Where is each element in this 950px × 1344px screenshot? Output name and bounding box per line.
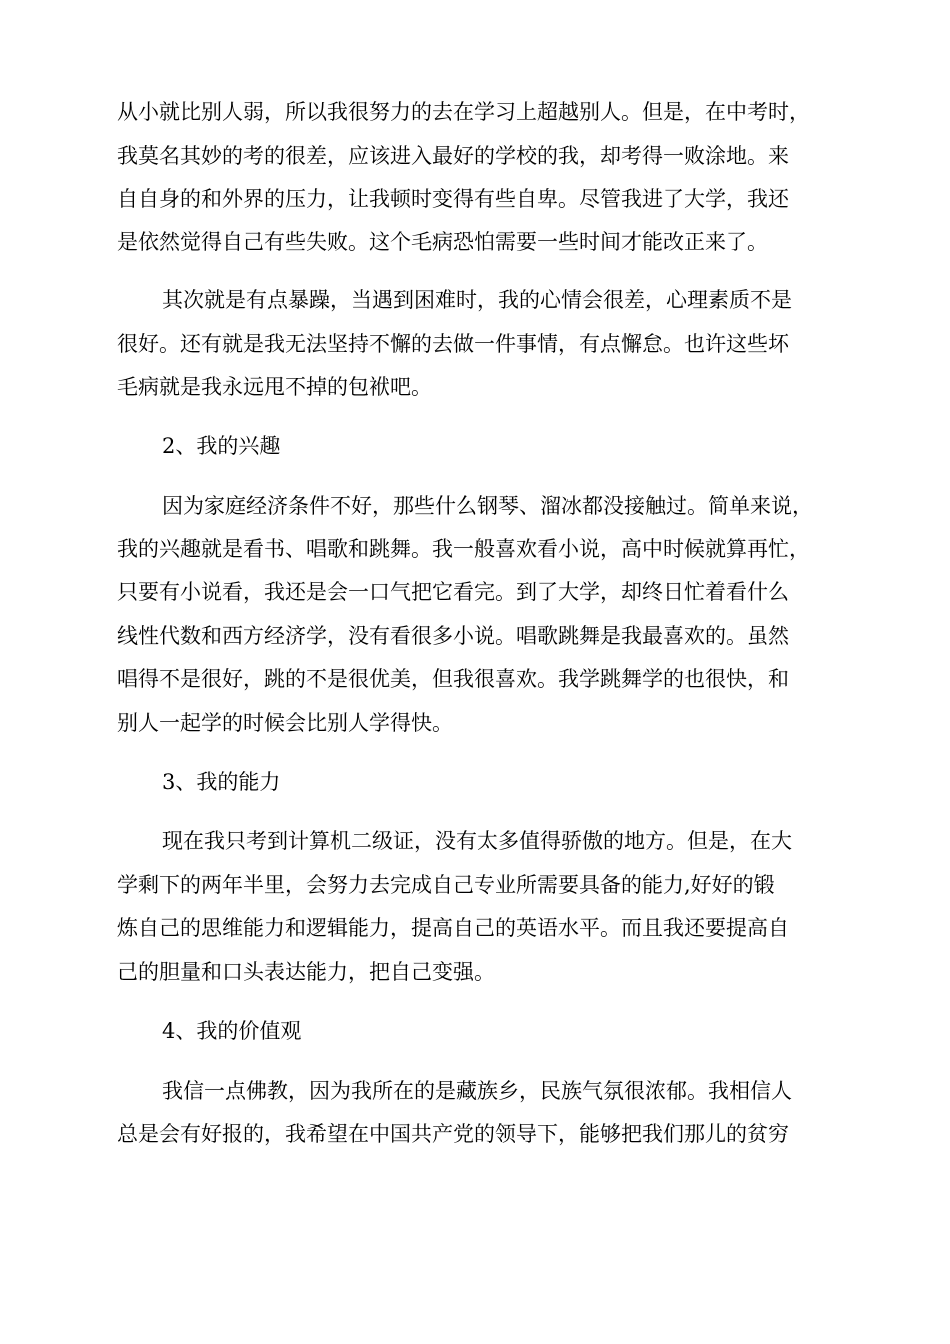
section-heading-ability: 3、我的能力 xyxy=(162,770,281,794)
text-line: 总是会有好报的，我希望在中国共产党的领导下，能够把我们那儿的贫穷 xyxy=(117,1122,789,1146)
text-line: 己的胆量和口头表达能力，把自己变强。 xyxy=(117,960,495,984)
text-line: 很好。还有就是我无法坚持不懈的去做一件事情，有点懈怠。也许这些坏 xyxy=(117,332,789,356)
text-line: 线性代数和西方经济学，没有看很多小说。唱歌跳舞是我最喜欢的。虽然 xyxy=(117,624,789,648)
text-line: 从小就比别人弱，所以我很努力的去在学习上超越别人。但是，在中考时， xyxy=(117,100,810,124)
text-line: 只要有小说看，我还是会一口气把它看完。到了大学，却终日忙着看什么 xyxy=(117,580,789,604)
text-line: 我的兴趣就是看书、唱歌和跳舞。我一般喜欢看小说，高中时候就算再忙， xyxy=(117,537,810,561)
text-line: 别人一起学的时候会比别人学得快。 xyxy=(117,711,453,735)
text-line: 学剩下的两年半里，会努力去完成自己专业所需要具备的能力,好好的锻 xyxy=(117,873,775,897)
text-line: 是依然觉得自己有些失败。这个毛病恐怕需要一些时间才能改正来了。 xyxy=(117,230,768,254)
text-line: 自自身的和外界的压力，让我顿时变得有些自卑。尽管我进了大学，我还 xyxy=(117,187,789,211)
text-line: 我莫名其妙的考的很差，应该进入最好的学校的我，却考得一败涂地。来 xyxy=(117,144,789,168)
text-line: 现在我只考到计算机二级证，没有太多值得骄傲的地方。但是，在大 xyxy=(162,829,792,853)
text-line: 毛病就是我永远甩不掉的包袱吧。 xyxy=(117,375,432,399)
text-line: 唱得不是很好，跳的不是很优美，但我很喜欢。我学跳舞学的也很快，和 xyxy=(117,667,789,691)
text-line: 炼自己的思维能力和逻辑能力，提高自己的英语水平。而且我还要提高自 xyxy=(117,916,789,940)
text-line: 其次就是有点暴躁，当遇到困难时，我的心情会很差，心理素质不是 xyxy=(162,288,792,312)
section-heading-interest: 2、我的兴趣 xyxy=(162,434,281,458)
text-line: 我信一点佛教，因为我所在的是藏族乡，民族气氛很浓郁。我相信人 xyxy=(162,1079,792,1103)
section-heading-values: 4、我的价值观 xyxy=(162,1019,302,1043)
text-line: 因为家庭经济条件不好，那些什么钢琴、溜冰都没接触过。简单来说， xyxy=(162,494,813,518)
